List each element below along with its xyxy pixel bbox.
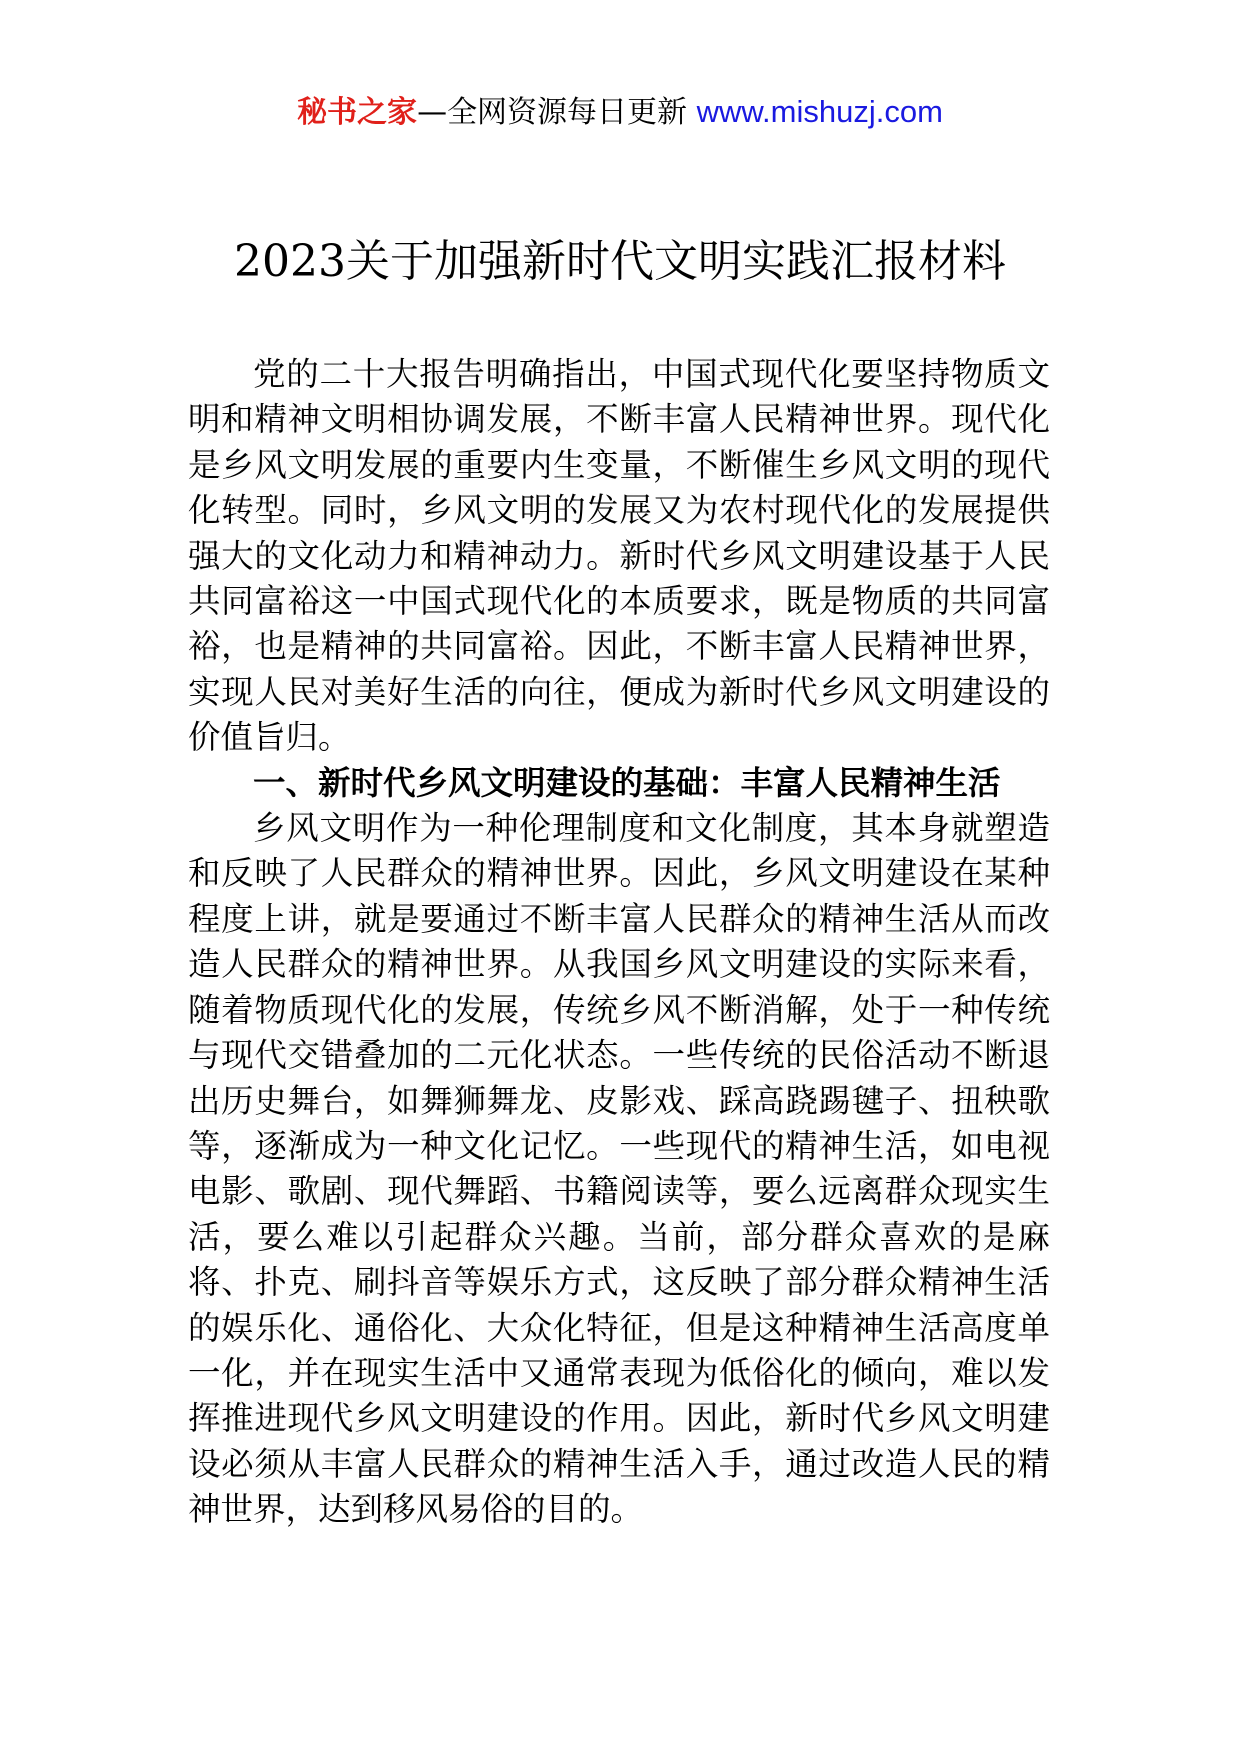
site-header: [0, 92, 1240, 133]
site-url-link[interactable]: www.mishuzj.com: [696, 94, 943, 129]
document-body: [188, 352, 1050, 1533]
section-heading: 一、新时代乡风文明建设的基础：丰富人民精神生活: [253, 763, 1001, 802]
site-slogan: —全网资源每日更新: [417, 95, 688, 130]
paragraph-section-1: 乡风文明作为一种伦理制度和文化制度，其本身就塑造和反映了人民群众的精神世界。因此，乡风文明建设在某种程度上讲，就是要通过不断丰富人民群众的精神生活从而改造人民群众的精神世界。从我国乡风文明建设的实际来看，随着物质现代化的发展，传统乡风不断消解，处于一种传统与现代交错叠加的二元化状态。一些传统的民俗活动不断退出历史舞台，如舞狮舞龙、皮影戏、踩高跷踢毽子、扭秧歌等，逐渐成为一种文化记忆。一些现代的精神生活，如电视电影、歌剧、现代舞蹈、书籍阅读等，要么远离群众现实生活，要么难以引起群众兴趣。当前，部分群众喜欢的是麻将、扑克、刷抖音等娱乐方式，这反映了部分群众精神生活的娱乐化、通俗化、大众化特征，但是这种精神生活高度单一化，并在现实生活中又通常表现为低俗化的倾向，难以发挥推进现代乡风文明建设的作用。因此，新时代乡风文明建设必须从丰富人民群众的精神生活入手，通过改造人民的精神世界，达到移风易俗的目的。: [188, 809, 1050, 1529]
paragraph-intro: 党的二十大报告明确指出，中国式现代化要坚持物质文明和精神文明相协调发展，不断丰富人民精神世界。现代化是乡风文明发展的重要内生变量，不断催生乡风文明的现代化转型。同时，乡风文明的发展又为农村现代化的发展提供强大的文化动力和精神动力。新时代乡风文明建设基于人民共同富裕这一中国式现代化的本质要求，既是物质的共同富裕，也是精神的共同富裕。因此，不断丰富人民精神世界，实现人民对美好生活的向往，便成为新时代乡风文明建设的价值旨归。: [188, 355, 1050, 757]
site-brand-name: 秘书之家: [297, 95, 418, 130]
document-title: 2023关于加强新时代文明实践汇报材料: [234, 236, 1006, 287]
